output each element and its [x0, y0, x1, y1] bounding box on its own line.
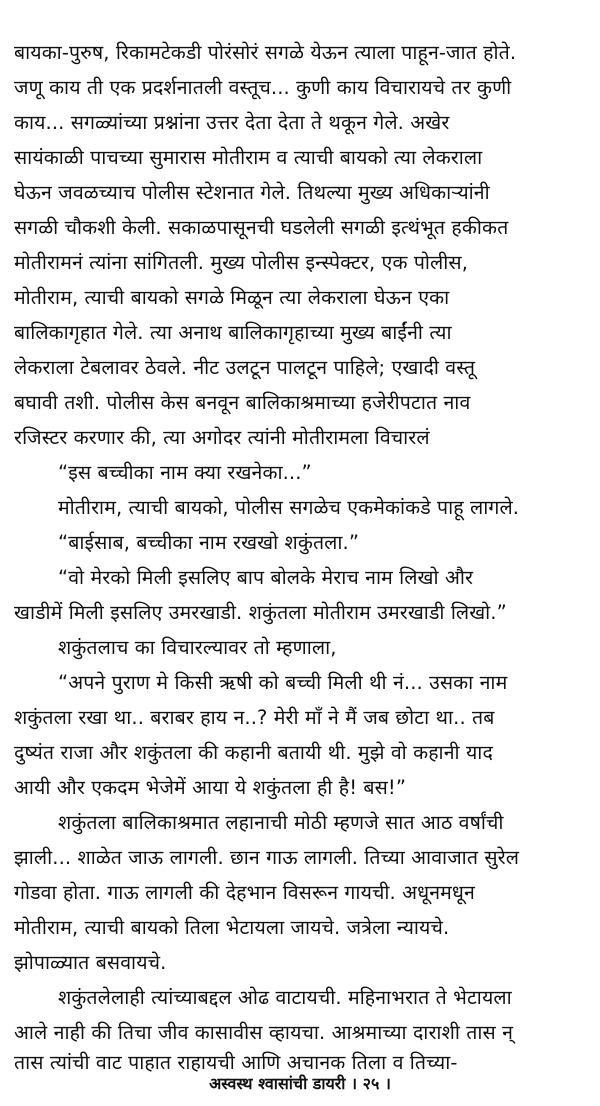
text-line: घेऊन जवळच्याच पोलीस स्टेशनात गेले. तिथल्या मुख्य अधिकाऱ्यांनी [14, 181, 490, 204]
text-line: आयी और एकदम भेजेमें आया ये शकुंतला ही है! बस!” [14, 776, 407, 799]
text-line: बायका-पुरुष, रिकामटेकडी पोरंसोरं सगळे येऊन त्याला पाहून-जात होते. [14, 41, 517, 64]
text-line: दुष्यंत राजा और शकुंतला की कहानी बतायी थी. मुझे वो कहानी याद [14, 741, 493, 764]
text-line: सगळी चौकशी केली. सकाळपासूनची घडलेली सगळी इत्थंभूत हकीकत [14, 216, 509, 239]
text-line: शकुंतलाच का विचारल्यावर तो म्हणाला, [58, 636, 337, 659]
text-line: “अपने पुराण मे किसी ऋषी को बच्ची मिली थी नं... उसका नाम [58, 671, 508, 694]
text-line: “वो मेरको मिली इसलिए बाप बोलके मेराच नाम लिखो और [58, 566, 474, 589]
text-line: “इस बच्चीका नाम क्या रखनेका...” [58, 461, 312, 484]
text-line: खाडीमें मिली इसलिए उमरखाडी. शकुंतला मोतीराम उमरखाडी लिखो.” [14, 601, 507, 624]
text-line: झाली... शाळेत जाऊ लागली. छान गाऊ लागली. तिच्या आवाजात सुरेल [14, 846, 520, 869]
text-line: रजिस्टर करणार की, त्या अगोदर त्यांनी मोतीरामला विचारलं [14, 426, 430, 449]
page-footer: अस्वस्थ श्वासांची डायरी । २५ । [209, 1074, 391, 1093]
text-line: मोतीरामनं त्यांना सांगितली. मुख्य पोलीस इन्स्पेक्टर, एक पोलीस, [14, 251, 468, 274]
text-line: लेकराला टेबलावर ठेवले. नीट उलटून पालटून पाहिले; एखादी वस्तू [14, 356, 476, 379]
text-line: जणू काय ती एक प्रदर्शनातली वस्तूच... कुणी काय विचारायचे तर कुणी [14, 76, 512, 99]
text-line: गोडवा होता. गाऊ लागली की देहभान विसरून गायची. अधूनमधून [14, 881, 475, 904]
text-line: मोतीराम, त्याची बायको तिला भेटायला जायचे. जत्रेला न्यायचे. [14, 916, 450, 939]
text-line: झोपाळ्यात बसवायचे. [14, 951, 167, 974]
text-line: आले नाही की तिचा जीव कासावीस व्हायचा. आश्रमाच्या दाराशी तास न् [14, 1021, 514, 1044]
text-line: बघावी तशी. पोलीस केस बनवून बालिकाश्रमाच्या हजेरीपटात नाव [14, 391, 471, 414]
text-line: सायंकाळी पाचच्या सुमारास मोतीराम व त्याची बायको त्या लेकराला [14, 146, 483, 169]
text-line: काय... सगळ्यांच्या प्रश्नांना उत्तर देता देता ते थकून गेले. अखेर [14, 111, 450, 134]
text-line: “बाईसाब, बच्चीका नाम रखखो शकुंतला.” [58, 531, 360, 554]
text-line: शकुंतला बालिकाश्रमात लहानाची मोठी म्हणजे सात आठ वर्षांची [58, 811, 504, 834]
text-line: मोतीराम, त्याची बायको, पोलीस सगळेच एकमेकांकडे पाहू लागले. [58, 496, 520, 519]
text-line: शकुंतलेलाही त्यांच्याबद्दल ओढ वाटायची. महिनाभरात ते भेटायला [58, 986, 512, 1009]
text-line: मोतीराम, त्याची बायको सगळे मिळून त्या लेकराला घेऊन एका [14, 286, 450, 309]
text-line: शकुंतला रखा था.. बराबर हाय न..? मेरी माँ ने मैं जब छोटा था.. तब [14, 706, 495, 729]
text-line: तास त्यांची वाट पाहात राहायची आणि अचानक तिला व तिच्या- [14, 1051, 458, 1074]
text-line: बालिकागृहात गेले. त्या अनाथ बालिकागृहाच्या मुख्य बाईंनी त्या [14, 321, 452, 344]
